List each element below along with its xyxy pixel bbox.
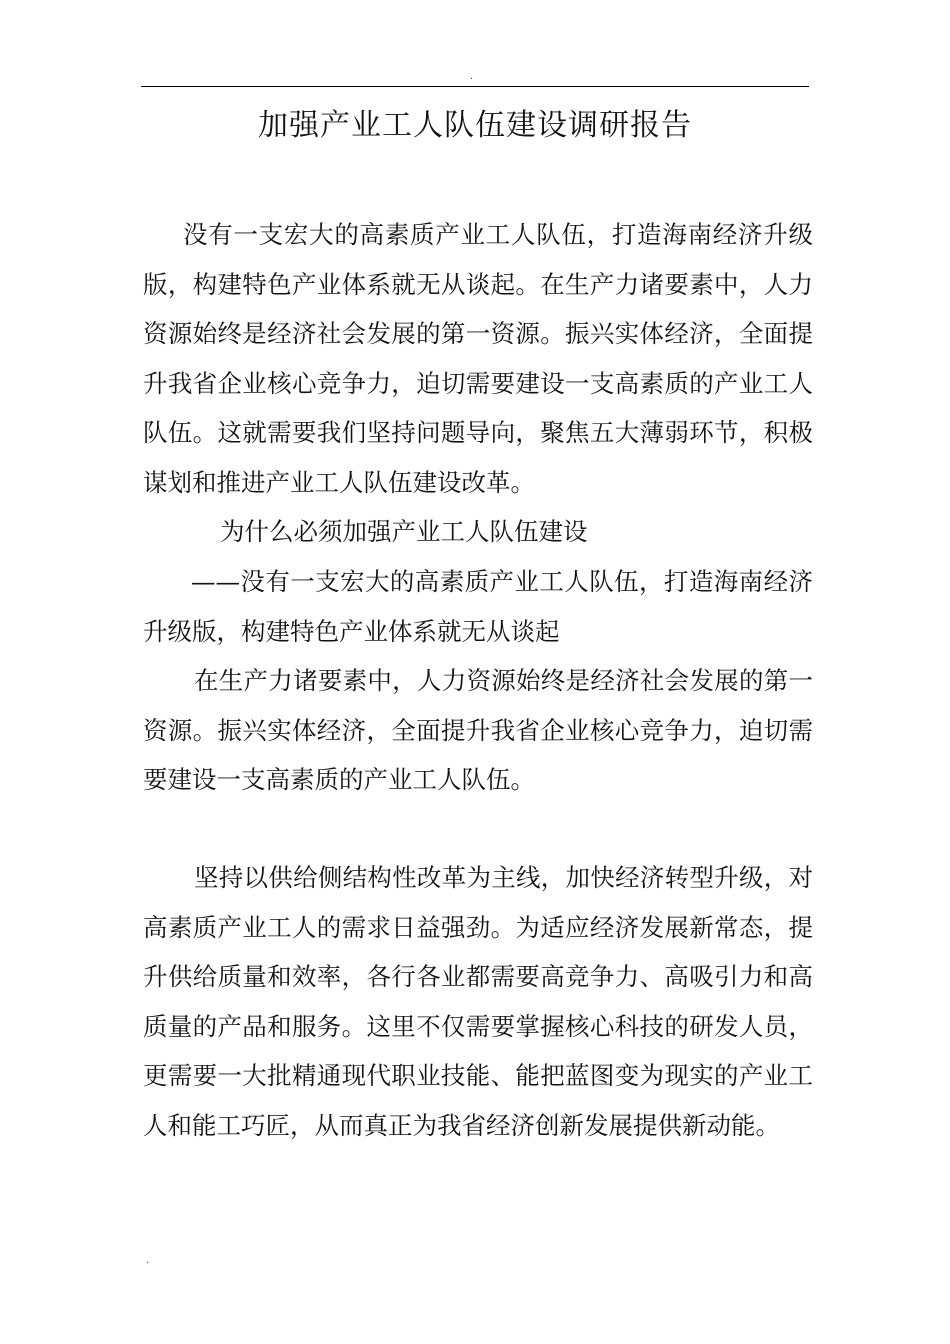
header-mark: .	[470, 72, 473, 82]
section-heading: 为什么必须加强产业工人队伍建设	[220, 517, 588, 546]
paragraph-intro: 没有一支宏大的高素质产业工人队伍，打造海南经济升级版，构建特色产业体系就无从谈起。在生产力诸要素中，人力资源始终是经济社会发展的第一资源。振兴实体经济，全面提升我省企业核心竞争力，迫切需要建设一支高素质的产业工人队伍。这就需要我们坚持问题导向，聚焦五大薄弱环节，积极谋划和推进产业工人队伍建设改革。	[143, 220, 813, 497]
document-title: 加强产业工人队伍建设调研报告	[258, 108, 692, 143]
paragraph-supply-side-reform: 坚持以供给侧结构性改革为主线，加快经济转型升级，对高素质产业工人的需求日益强劲。为适应经济发展新常态，提升供给质量和效率，各行各业都需要高竞争力、高吸引力和高质量的产品和服务。这里不仅需要掌握核心科技的研发人员，更需要一大批精通现代职业技能、能把蓝图变为现实的产业工人和能工巧匠，从而真正为我省经济创新发展提供新动能。	[143, 863, 813, 1140]
paragraph-human-resources: 在生产力诸要素中，人力资源始终是经济社会发展的第一资源。振兴实体经济，全面提升我省企业核心竞争力，迫切需要建设一支高素质的产业工人队伍。	[143, 666, 813, 794]
section-subheading: ——没有一支宏大的高素质产业工人队伍，打造海南经济升级版，构建特色产业体系就无从谈起	[143, 567, 813, 646]
header-rule	[141, 86, 809, 87]
footer-mark: .	[146, 1256, 149, 1266]
